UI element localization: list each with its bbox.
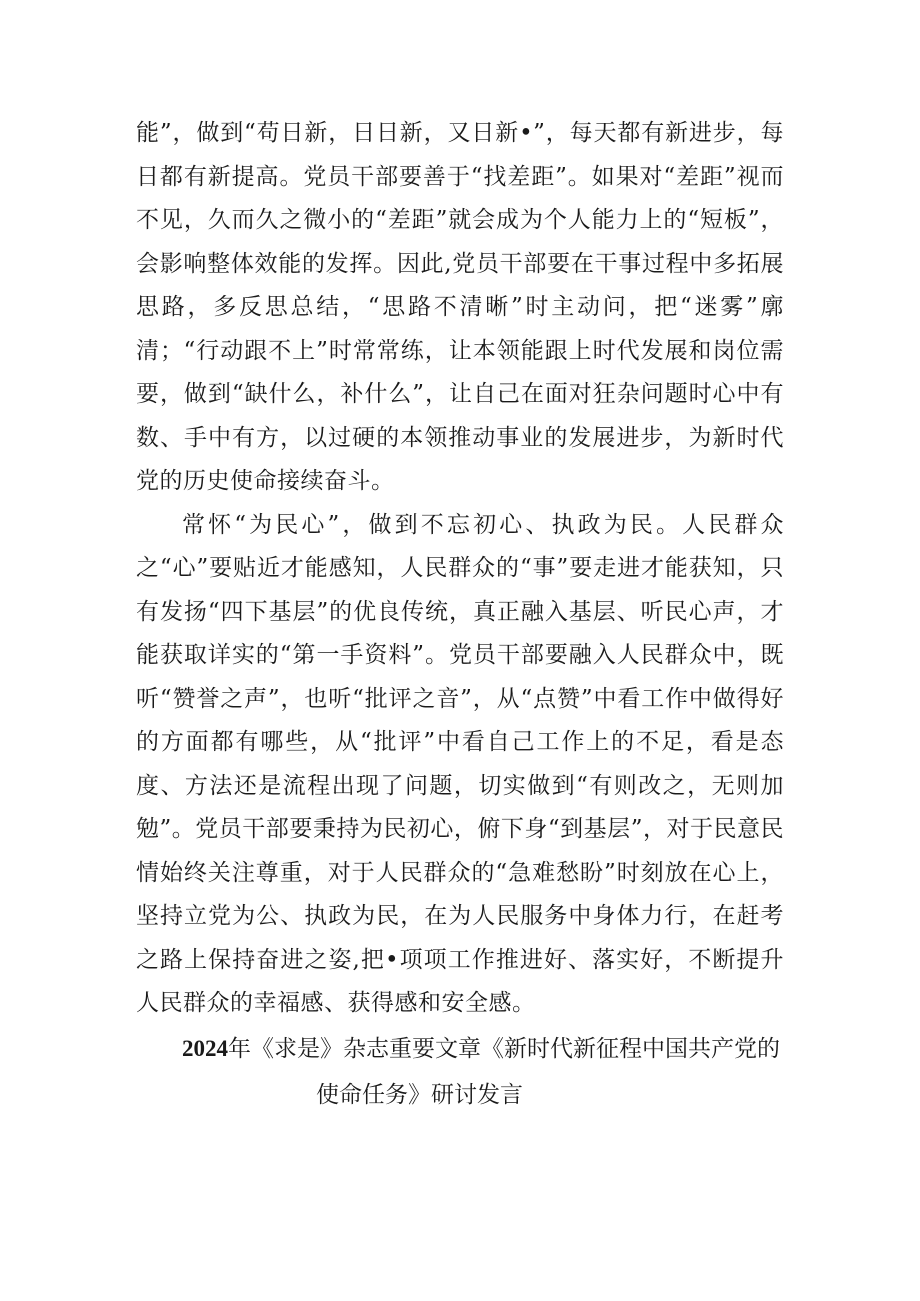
paragraph-continuation: 能”，做到“苟日新，日日新，又日新•”，每天都有新进步，每日都有新提高。党员干部要善于“找差距”。如果对“差距”视而不见，久而久之微小的“差距”就会成为个人能力上的“短板”，会影响整体效能的发挥。因此,党员干部要在干事过程中多拓展思路，多反思总结，“思路不清晰”时主动问，把“迷雾”廓清；“行动跟不上”时常常练，让本领能跟上时代发展和岗位需要，做到“缺什么，补什么”，让自己在面对狂杂问题时心中有数、手中有方，以过硬的本领推动事业的发展进步，为新时代党的历史使命接续奋斗。 [136,120,784,494]
title-line-1 [136,1026,784,1072]
title-line-2: 使命任务》研讨发言 [316,1082,523,1108]
title-line-1-text: 年《求是》杂志重要文章《新时代新征程中国共产党的 [228,1036,780,1062]
paragraph-people-heart: 常怀“为民心”，做到不忘初心、执政为民。人民群众之“心”要贴近才能感知，人民群众的“事”要走进才能获知，只有发扬“四下基层”的优良传统，真正融入基层、听民心声，才能获取详实的“第一手资料”。党员干部要融入人民群众中，既听“赞誉之声”，也听“批评之音”，从“点赞”中看工作中做得好的方面都有哪些，从“批评”中看自己工作上的不足，看是态度、方法还是流程出现了问题，切实做到“有则改之，无则加勉”。党员干部要秉持为民初心，俯下身“到基层”，对于民意民情始终关注尊重，对于人民群众的“急难愁盼”时刻放在心上，坚持立党为公、执政为民，在为人民服务中身体力行，在赶考之路上保持奋进之姿,把•项项工作推进好、落实好，不断提升人民群众的幸福感、获得感和安全感。 [136,511,784,1016]
article-title [136,1026,784,1118]
body-text [136,112,784,1026]
title-year: 2024 [182,1036,228,1061]
